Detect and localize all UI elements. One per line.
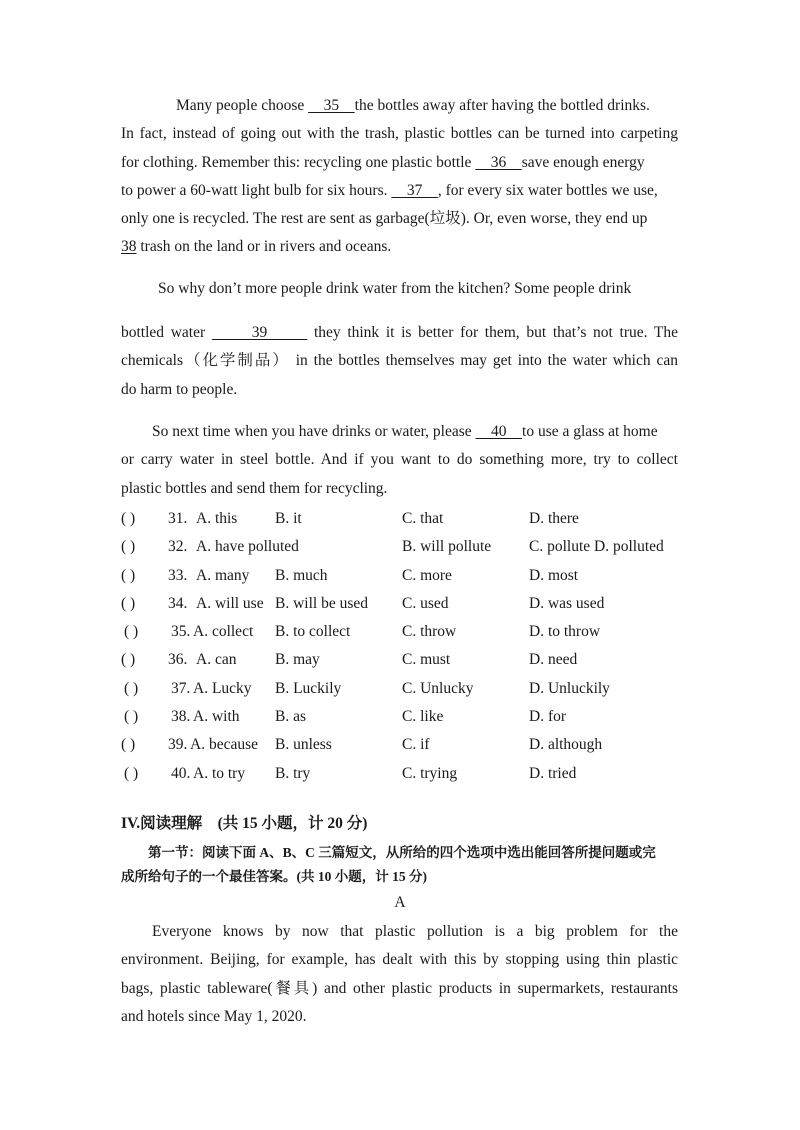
option-b: B. try bbox=[275, 764, 311, 782]
question-row bbox=[121, 731, 701, 759]
blank-39[interactable]: 39 bbox=[211, 324, 308, 341]
option-d: D. Unluckily bbox=[529, 679, 610, 697]
option-c: C. that bbox=[402, 510, 444, 527]
paragraph-3 bbox=[121, 418, 678, 503]
option-c: C. like bbox=[402, 708, 444, 726]
answer-bracket[interactable]: ( ) bbox=[121, 538, 136, 556]
option-b: B. will be used bbox=[275, 594, 368, 612]
option-b: B. it bbox=[275, 510, 302, 527]
option-a: A. because bbox=[190, 736, 258, 754]
blank-37[interactable]: 37 bbox=[391, 181, 438, 199]
option-b: B. much bbox=[275, 566, 328, 584]
answer-bracket[interactable]: ( ) bbox=[124, 679, 139, 697]
paragraph-1 bbox=[121, 92, 678, 262]
passage-line-3: bags, plastic tableware(餐具) and other plastic products in supermarkets, restaurants bbox=[121, 979, 678, 997]
blank-36[interactable]: 36 bbox=[475, 153, 522, 171]
p1-line-3: for clothing. Remember this: recycling one plastic bottle 36 save enough energy bbox=[121, 153, 645, 171]
option-d: D. there bbox=[529, 510, 579, 527]
option-a: A. have polluted bbox=[196, 538, 299, 556]
passage-a bbox=[121, 918, 678, 1031]
option-d: C. pollute D. polluted bbox=[529, 538, 664, 556]
answer-bracket[interactable]: ( ) bbox=[124, 764, 139, 782]
paragraph-2 bbox=[121, 275, 678, 303]
option-a: A. will use bbox=[196, 594, 264, 612]
option-d: D. although bbox=[529, 736, 603, 754]
blank-38[interactable]: 38 bbox=[121, 238, 137, 256]
question-row bbox=[121, 646, 701, 674]
answer-bracket[interactable]: ( ) bbox=[124, 623, 139, 641]
question-row bbox=[121, 703, 701, 731]
part-instructions-line-2: 成所给句子的一个最佳答案。(共 10 小题，计 15 分) bbox=[121, 869, 427, 884]
option-d: D. tried bbox=[529, 764, 577, 782]
option-d: D. was used bbox=[529, 594, 605, 612]
question-number: 40. bbox=[171, 764, 191, 782]
answer-bracket[interactable]: ( ) bbox=[124, 708, 139, 726]
option-a: A. with bbox=[193, 708, 240, 726]
option-c: C. trying bbox=[402, 764, 458, 782]
answer-bracket[interactable]: ( ) bbox=[121, 566, 136, 584]
passage-line-4: and hotels since May 1, 2020. bbox=[121, 1007, 307, 1025]
question-options bbox=[121, 505, 701, 788]
question-row bbox=[121, 760, 701, 788]
question-number: 39. bbox=[168, 736, 188, 754]
question-row bbox=[121, 505, 701, 533]
option-d: D. need bbox=[529, 651, 578, 669]
passage-line-1: Everyone knows by now that plastic pollution is a big problem for the bbox=[152, 923, 678, 940]
question-number: 31. bbox=[168, 510, 188, 527]
p3-line-1: So next time when you have drinks or water, please 40 to use a glass at home bbox=[152, 423, 658, 440]
p1-line-5: only one is recycled. The rest are sent as garbage(垃圾). Or, even worse, they end up bbox=[121, 210, 648, 228]
option-c: B. will pollute bbox=[402, 538, 492, 556]
answer-bracket[interactable]: ( ) bbox=[121, 651, 136, 669]
option-b: B. as bbox=[275, 708, 306, 726]
option-a: A. can bbox=[196, 651, 237, 669]
question-row bbox=[121, 562, 701, 590]
question-number: 34. bbox=[168, 594, 188, 612]
question-number: 36. bbox=[168, 651, 188, 669]
answer-bracket[interactable]: ( ) bbox=[121, 736, 136, 754]
question-row bbox=[121, 533, 701, 561]
p3-line-2: or carry water in steel bottle. And if you want to do something more, try to collect bbox=[121, 451, 678, 469]
option-a: A. this bbox=[196, 510, 238, 527]
option-b: B. may bbox=[275, 651, 320, 669]
option-b: B. Luckily bbox=[275, 679, 342, 697]
p3-line-3: plastic bottles and send them for recycling. bbox=[121, 479, 388, 497]
question-number: 33. bbox=[168, 566, 188, 584]
option-a: A. many bbox=[196, 566, 250, 584]
p1-line-6: 38 trash on the land or in rivers and oceans. bbox=[121, 238, 392, 256]
answer-bracket[interactable]: ( ) bbox=[121, 510, 136, 527]
option-b: B. to collect bbox=[275, 623, 351, 641]
p2-line-3: chemicals（化学制品） in the bottles themselves may get into the water which can bbox=[121, 352, 678, 370]
option-b: B. unless bbox=[275, 736, 332, 754]
p2-line-2: bottled water 39 they think it is better for them, but that’s not true. The bbox=[121, 324, 678, 341]
p1-line-2: In fact, instead of going out with the trash, plastic bottles can be turned into carpeting bbox=[121, 125, 678, 143]
option-c: C. more bbox=[402, 566, 452, 584]
question-row bbox=[121, 675, 701, 703]
blank-40[interactable]: 40 bbox=[475, 423, 523, 440]
section-title: IV.阅读理解 (共 15 小题，计 20 分) bbox=[121, 815, 368, 832]
part-instructions-line-1: 第一节：阅读下面 A、B、C 三篇短文，从所给的四个选项中选出能回答所提问题或完 bbox=[148, 845, 656, 860]
p2-line-4: do harm to people. bbox=[121, 380, 238, 398]
option-d: D. to throw bbox=[529, 623, 601, 641]
question-number: 32. bbox=[168, 538, 188, 556]
option-a: A. to try bbox=[193, 764, 246, 782]
option-c: C. must bbox=[402, 651, 451, 669]
option-c: C. throw bbox=[402, 623, 457, 641]
option-a: A. collect bbox=[193, 623, 254, 641]
passage-line-2: environment. Beijing, for example, has dealt with this by stopping using thin plastic bbox=[121, 951, 678, 969]
question-row bbox=[121, 618, 701, 646]
option-d: D. for bbox=[529, 708, 567, 726]
question-row bbox=[121, 590, 701, 618]
question-number: 35. bbox=[171, 623, 191, 641]
option-c: C. Unlucky bbox=[402, 679, 474, 697]
option-c: C. used bbox=[402, 594, 449, 612]
option-d: D. most bbox=[529, 566, 579, 584]
question-number: 38. bbox=[171, 708, 191, 726]
question-number: 37. bbox=[171, 679, 191, 697]
answer-bracket[interactable]: ( ) bbox=[121, 594, 136, 612]
option-a: A. Lucky bbox=[193, 679, 252, 697]
paragraph-2-cont bbox=[121, 319, 678, 404]
option-c: C. if bbox=[402, 736, 430, 754]
p1-line-4: to power a 60-watt light bulb for six hours. 37 , for every six water bottles we use, bbox=[121, 181, 658, 199]
blank-35[interactable]: 35 bbox=[308, 97, 355, 114]
passage-label: A bbox=[394, 894, 406, 911]
p1-line-1: Many people choose 35 the bottles away after having the bottled drinks. bbox=[176, 97, 650, 114]
p2-line-1: So why don’t more people drink water from the kitchen? Some people drink bbox=[158, 280, 632, 297]
